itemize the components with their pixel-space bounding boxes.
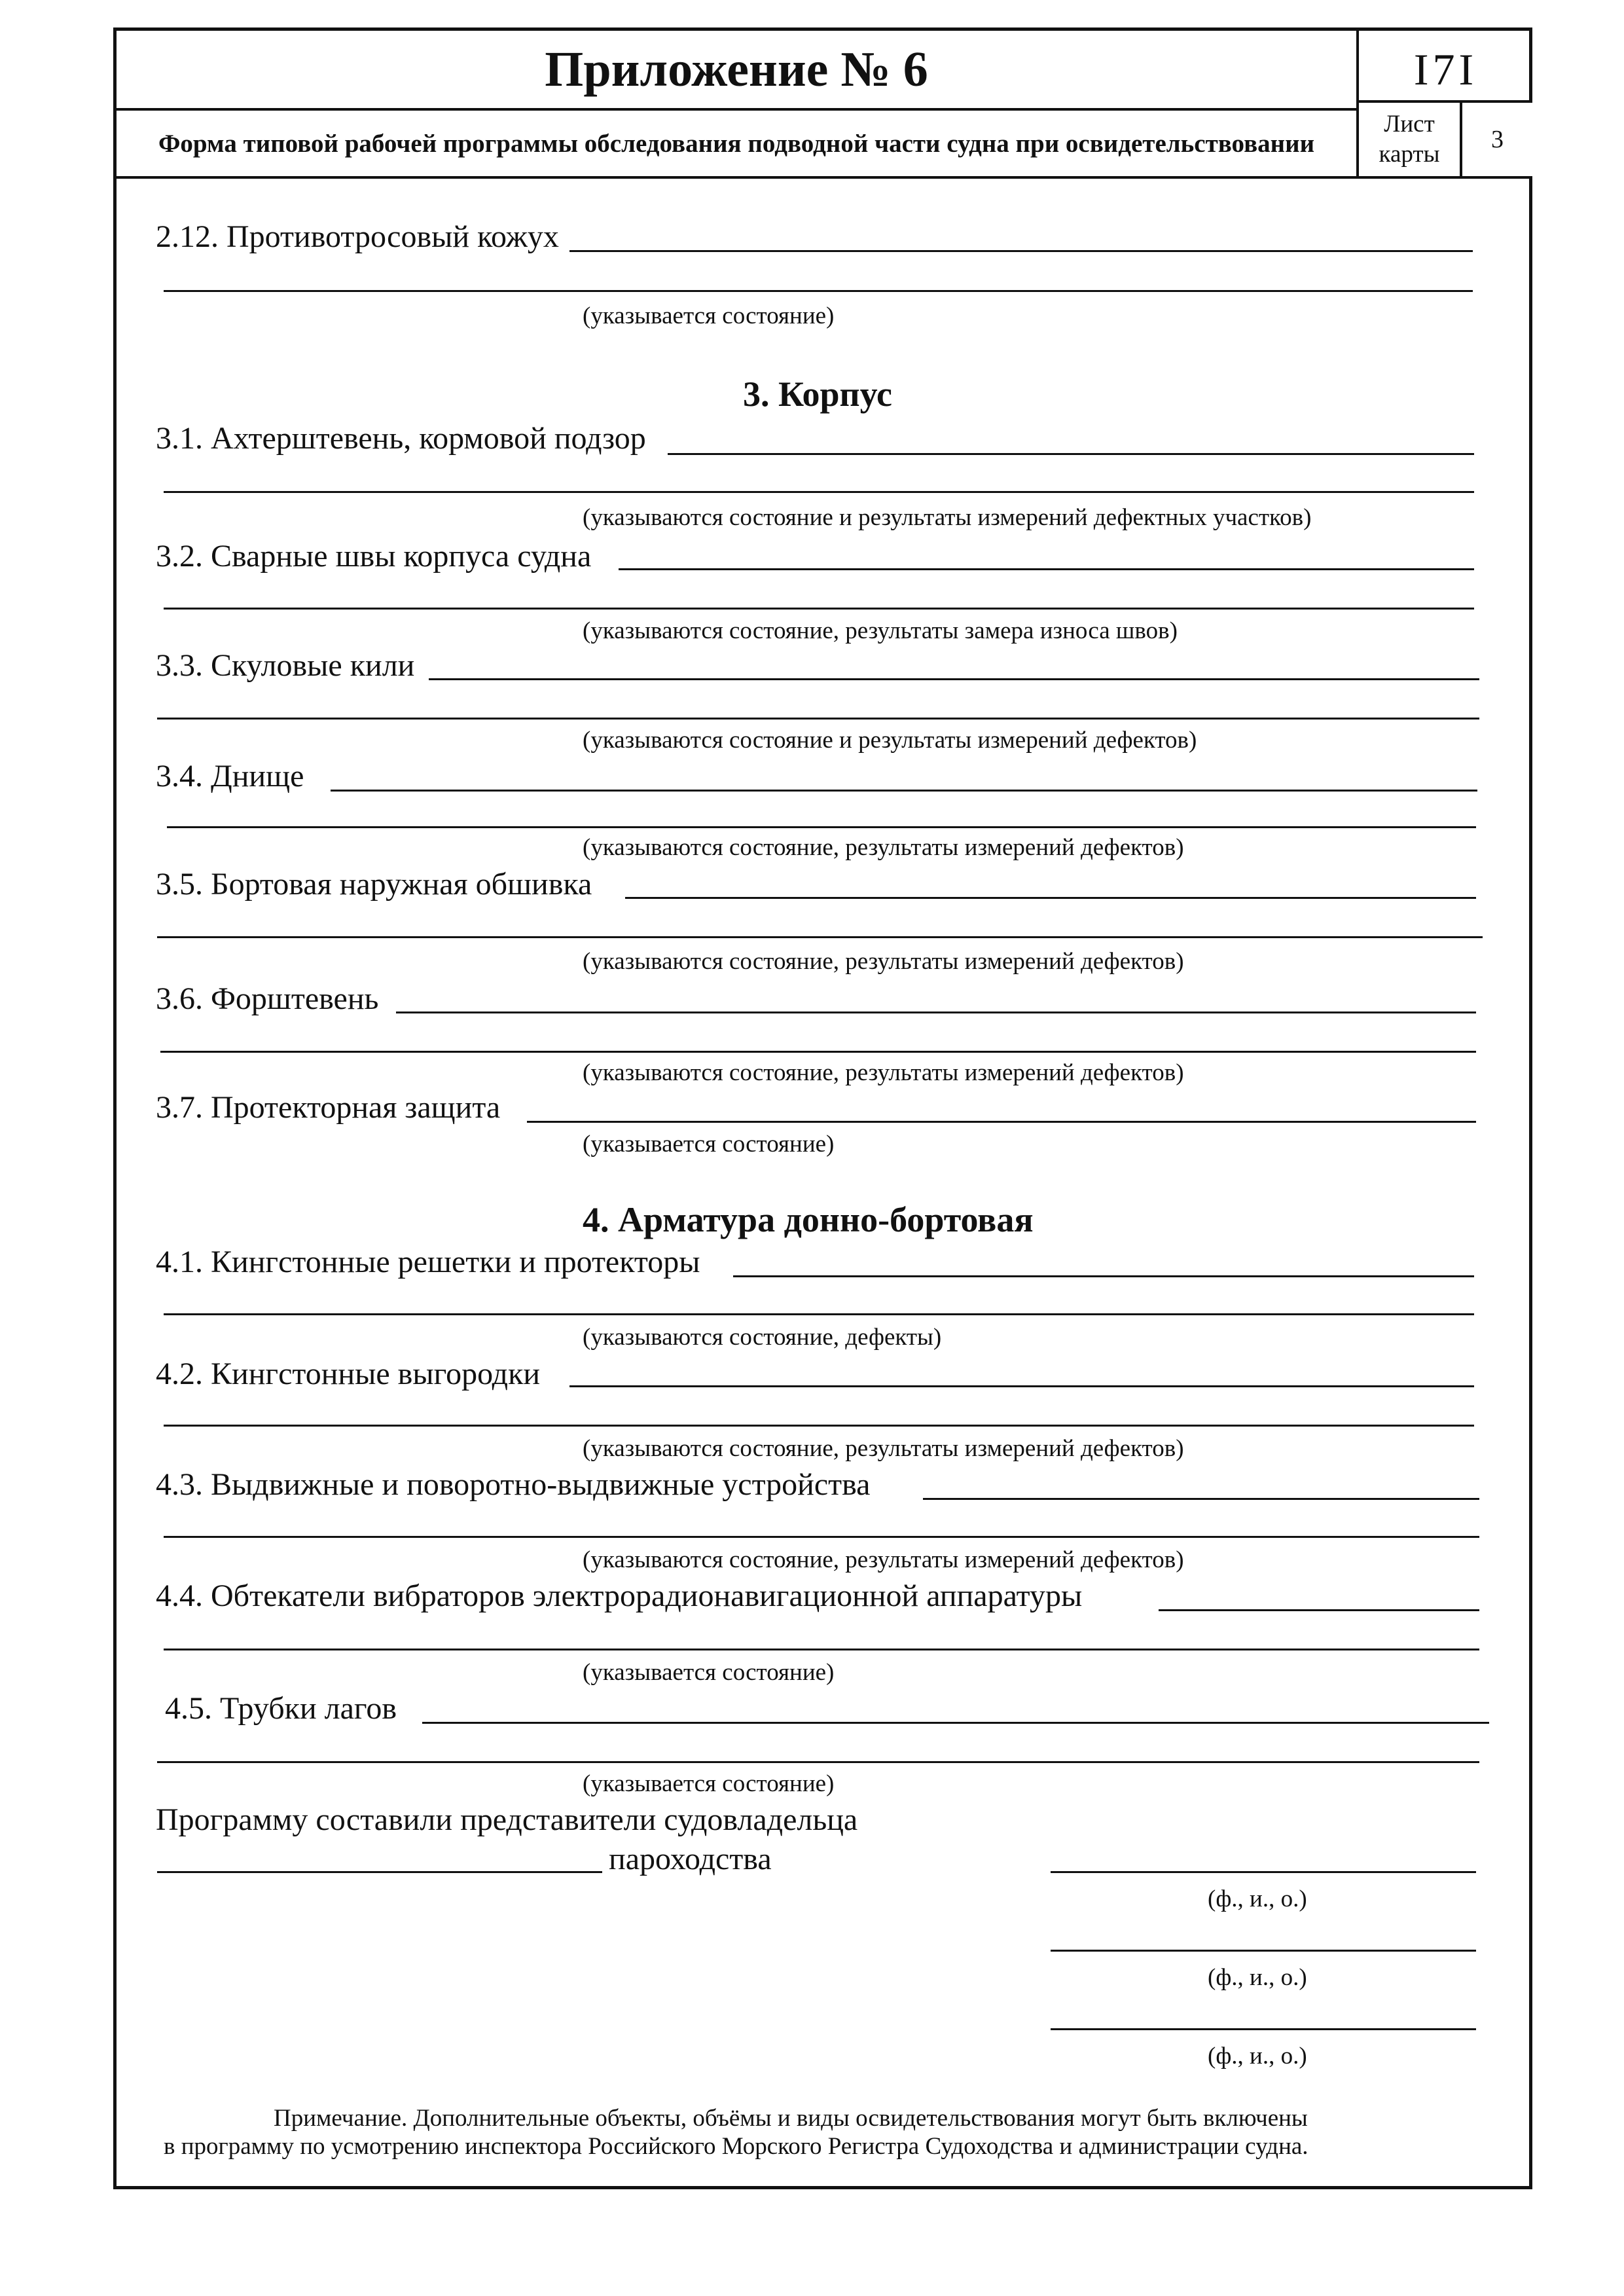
item-4-3: 4.3. Выдвижные и поворотно-выдвижные устройства [156, 1467, 871, 1502]
fill-line[interactable] [396, 1011, 1476, 1013]
hint-4-2: (указываются состояние, результаты измерений дефектов) [583, 1435, 1184, 1462]
page-code: I7I [1356, 31, 1532, 108]
company-fill-line[interactable] [157, 1871, 602, 1873]
item-4-4: 4.4. Обтекатели вибраторов электрорадионавигационной аппаратуры [156, 1578, 1083, 1613]
signature-line-3[interactable] [1051, 2028, 1476, 2030]
fill-line[interactable] [167, 826, 1476, 828]
sheet-label-line2: карты [1379, 141, 1440, 168]
fio-caption-1: (ф., и., о.) [1208, 1886, 1307, 1912]
item-4-5: 4.5. Трубки лагов [165, 1691, 397, 1726]
item-2-12: 2.12. Противотросовый кожух [156, 219, 559, 254]
fill-line[interactable] [527, 1121, 1476, 1123]
appendix-title: Приложение № 6 [545, 41, 928, 97]
fill-line[interactable] [422, 1722, 1489, 1724]
section-3-heading: 3. Корпус [743, 374, 892, 414]
item-3-4: 3.4. Днище [156, 759, 304, 793]
remark-line-2: в программу по усмотрению инспектора Российского Морского Регистра Судоходства и администрации судна. [164, 2133, 1308, 2160]
hint-4-4: (указывается состояние) [583, 1659, 835, 1686]
item-3-6: 3.6. Форштевень [156, 981, 379, 1016]
hint-3-6: (указываются состояние, результаты измерений дефектов) [583, 1059, 1184, 1086]
hint-3-4: (указываются состояние, результаты измерений дефектов) [583, 834, 1184, 861]
fill-line[interactable] [1159, 1609, 1479, 1611]
fill-line[interactable] [733, 1275, 1474, 1277]
hint-2-12: (указывается состояние) [583, 302, 835, 329]
hint-3-1: (указываются состояние и результаты измерений дефектных участков) [583, 504, 1312, 531]
fill-line[interactable] [164, 491, 1474, 493]
fill-line[interactable] [164, 1425, 1474, 1427]
item-4-2: 4.2. Кингстонные выгородки [156, 1357, 541, 1391]
item-3-7: 3.7. Протекторная защита [156, 1090, 501, 1125]
fill-line[interactable] [157, 936, 1483, 938]
item-3-3: 3.3. Скуловые кили [156, 648, 415, 683]
sheet-number: 3 [1460, 100, 1532, 176]
hint-4-5: (указывается состояние) [583, 1770, 835, 1797]
signature-line-2[interactable] [1051, 1950, 1476, 1952]
hint-4-3: (указываются состояние, результаты измерений дефектов) [583, 1546, 1184, 1573]
fill-line[interactable] [160, 1051, 1476, 1053]
item-4-1: 4.1. Кингстонные решетки и протекторы [156, 1245, 700, 1279]
fio-caption-3: (ф., и., о.) [1208, 2043, 1307, 2069]
fill-line[interactable] [157, 1761, 1479, 1763]
fill-line[interactable] [164, 1649, 1479, 1650]
composed-by-label: Программу составили представители судовладельца [156, 1802, 858, 1837]
hint-3-2: (указываются состояние, результаты замера износа швов) [583, 617, 1178, 644]
fill-line[interactable] [569, 1385, 1474, 1387]
item-3-1: 3.1. Ахтерштевень, кормовой подзор [156, 421, 646, 456]
fill-line[interactable] [164, 290, 1473, 292]
hint-3-5: (указываются состояние, результаты измерений дефектов) [583, 948, 1184, 975]
fill-line[interactable] [157, 718, 1479, 720]
company-label: пароходства [609, 1842, 772, 1876]
header-bottom-divider [117, 176, 1532, 179]
fill-line[interactable] [164, 608, 1474, 610]
fill-line[interactable] [331, 790, 1477, 792]
fill-line[interactable] [668, 453, 1474, 455]
fill-line[interactable] [923, 1498, 1479, 1500]
fill-line[interactable] [625, 897, 1476, 899]
item-3-2: 3.2. Сварные швы корпуса судна [156, 539, 592, 574]
fill-line[interactable] [619, 568, 1474, 570]
form-subtitle: Форма типовой рабочей программы обследования подводной части судна при освидетельствовании [158, 129, 1315, 158]
fill-line[interactable] [164, 1313, 1474, 1315]
signature-line-1[interactable] [1051, 1871, 1476, 1873]
fill-line[interactable] [429, 678, 1479, 680]
fio-caption-2: (ф., и., о.) [1208, 1964, 1307, 1991]
fill-line[interactable] [569, 250, 1473, 252]
hint-4-1: (указываются состояние, дефекты) [583, 1324, 942, 1351]
hint-3-7: (указывается состояние) [583, 1131, 835, 1157]
item-3-5: 3.5. Бортовая наружная обшивка [156, 867, 592, 902]
section-4-heading: 4. Арматура донно-бортовая [583, 1200, 1034, 1239]
sheet-label [1356, 100, 1460, 176]
fill-line[interactable] [164, 1536, 1479, 1538]
hint-3-3: (указываются состояние и результаты измерений дефектов) [583, 727, 1197, 754]
sheet-label-line1: Лист [1384, 110, 1435, 137]
remark-line-1: Примечание. Дополнительные объекты, объёмы и виды освидетельствования могут быть включены [274, 2105, 1308, 2132]
